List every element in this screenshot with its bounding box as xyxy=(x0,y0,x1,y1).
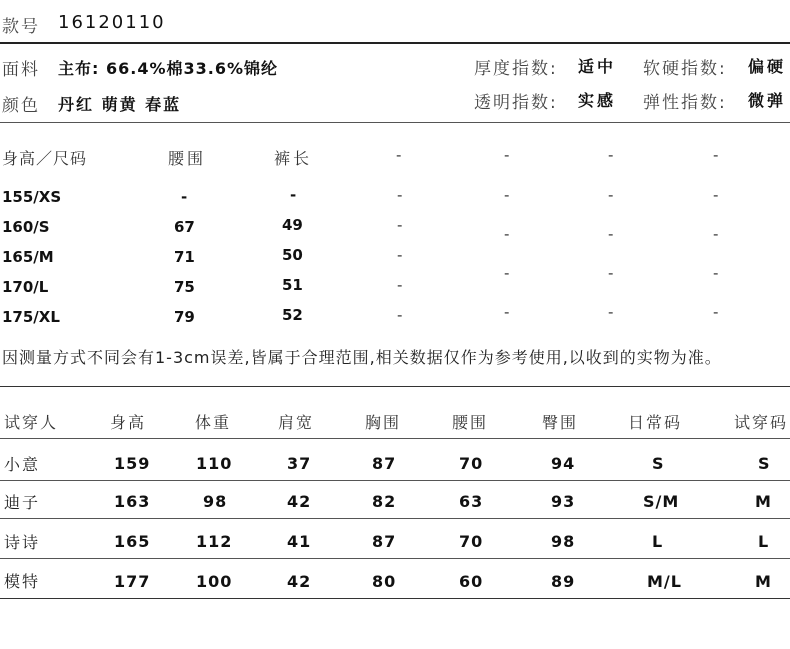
size-row-size: 170/L xyxy=(2,278,49,296)
model-header-bust: 胸围 xyxy=(365,413,402,432)
softness-label: 软硬指数: xyxy=(643,59,727,79)
model-row-height: 165 xyxy=(114,532,151,551)
model-row-waist: 60 xyxy=(459,572,484,591)
size-row-blank: - xyxy=(397,246,403,264)
model-header-daily-size: 日常码 xyxy=(628,413,683,432)
fabric-value: 主布: 66.4%棉33.6%锦纶 xyxy=(58,59,278,78)
size-header-blank: - xyxy=(608,146,614,164)
model-row-try-size: L xyxy=(758,532,770,551)
style-number-label: 款号 xyxy=(2,17,40,37)
model-row-waist: 63 xyxy=(459,492,484,511)
color-value: 丹红 萌黄 春蓝 xyxy=(58,95,182,114)
model-header-height: 身高 xyxy=(110,413,147,432)
size-header-waist: 腰围 xyxy=(168,149,207,168)
model-row-name: 小意 xyxy=(4,455,41,474)
model-row-bust: 87 xyxy=(372,454,397,473)
size-row-waist: 75 xyxy=(174,278,195,296)
model-row-daily-size: S xyxy=(652,454,665,473)
model-row-name: 诗诗 xyxy=(4,533,41,552)
size-row-size: 175/XL xyxy=(2,308,60,326)
model-row-bust: 87 xyxy=(372,532,397,551)
divider xyxy=(0,386,790,387)
size-cell-blank: - xyxy=(713,186,719,204)
model-row-hip: 93 xyxy=(551,492,576,511)
size-header-blank: - xyxy=(396,146,402,164)
model-row-name: 迪子 xyxy=(4,493,41,512)
size-cell-blank: - xyxy=(608,264,614,282)
model-header-weight: 体重 xyxy=(195,413,232,432)
size-cell-blank: - xyxy=(608,303,614,321)
size-row-length: 49 xyxy=(282,216,303,234)
model-row-try-size: S xyxy=(758,454,771,473)
model-row-bust: 80 xyxy=(372,572,397,591)
model-row-hip: 98 xyxy=(551,532,576,551)
size-row-blank: - xyxy=(397,306,403,324)
model-row-daily-size: S/M xyxy=(643,492,680,511)
model-row-weight: 110 xyxy=(196,454,233,473)
divider xyxy=(0,42,790,44)
size-row-blank: - xyxy=(397,276,403,294)
elasticity-value: 微弹 xyxy=(748,91,787,110)
measurement-note: 因测量方式不同会有1-3cm误差,皆属于合理范围,相关数据仅作为参考使用,以收到的实物为准。 xyxy=(2,348,722,367)
divider xyxy=(0,598,790,599)
size-cell-blank: - xyxy=(713,264,719,282)
transparency-value: 实感 xyxy=(578,91,617,110)
model-row-hip: 94 xyxy=(551,454,576,473)
model-row-try-size: M xyxy=(755,572,772,591)
model-row-weight: 98 xyxy=(203,492,228,511)
model-row-shoulder: 41 xyxy=(287,532,312,551)
model-header-hip: 臀围 xyxy=(542,413,579,432)
size-row-length: 52 xyxy=(282,306,303,324)
size-cell-blank: - xyxy=(504,264,510,282)
fabric-label: 面料 xyxy=(2,60,40,80)
transparency-label: 透明指数: xyxy=(474,93,558,113)
model-header-try-size: 试穿码 xyxy=(734,413,789,432)
model-row-waist: 70 xyxy=(459,454,484,473)
model-row-height: 177 xyxy=(114,572,151,591)
size-cell-blank: - xyxy=(608,186,614,204)
model-row-weight: 100 xyxy=(196,572,233,591)
size-header-size: 身高／尺码 xyxy=(2,149,88,168)
size-cell-blank: - xyxy=(504,225,510,243)
size-row-length: - xyxy=(290,186,297,204)
model-row-height: 163 xyxy=(114,492,151,511)
model-header-waist: 腰围 xyxy=(452,413,489,432)
divider xyxy=(0,480,790,481)
model-row-bust: 82 xyxy=(372,492,397,511)
model-header-shoulder: 肩宽 xyxy=(278,413,315,432)
model-row-shoulder: 42 xyxy=(287,492,312,511)
model-row-shoulder: 37 xyxy=(287,454,312,473)
model-row-height: 159 xyxy=(114,454,151,473)
color-label: 颜色 xyxy=(2,96,40,116)
style-number: 16120110 xyxy=(58,12,166,33)
size-header-length: 裤长 xyxy=(274,149,313,168)
size-row-waist: - xyxy=(181,188,188,206)
size-cell-blank: - xyxy=(504,186,510,204)
size-row-waist: 79 xyxy=(174,308,195,326)
size-row-length: 51 xyxy=(282,276,303,294)
size-row-size: 155/XS xyxy=(2,188,62,206)
size-row-size: 160/S xyxy=(2,218,50,236)
model-row-daily-size: M/L xyxy=(647,572,682,591)
thickness-value: 适中 xyxy=(578,57,617,76)
model-row-daily-size: L xyxy=(652,532,664,551)
size-row-waist: 71 xyxy=(174,248,195,266)
divider xyxy=(0,122,790,123)
divider xyxy=(0,518,790,519)
size-row-length: 50 xyxy=(282,246,303,264)
size-header-blank: - xyxy=(713,146,719,164)
size-row-waist: 67 xyxy=(174,218,195,236)
divider xyxy=(0,558,790,559)
size-cell-blank: - xyxy=(608,225,614,243)
size-row-blank: - xyxy=(397,216,403,234)
model-row-try-size: M xyxy=(755,492,772,511)
size-cell-blank: - xyxy=(713,303,719,321)
size-header-blank: - xyxy=(504,146,510,164)
size-row-blank: - xyxy=(397,186,403,204)
size-row-size: 165/M xyxy=(2,248,54,266)
thickness-label: 厚度指数: xyxy=(474,59,558,79)
model-row-weight: 112 xyxy=(196,532,233,551)
model-row-waist: 70 xyxy=(459,532,484,551)
elasticity-label: 弹性指数: xyxy=(643,93,727,113)
softness-value: 偏硬 xyxy=(748,57,787,76)
size-cell-blank: - xyxy=(713,225,719,243)
divider xyxy=(0,438,790,439)
model-row-hip: 89 xyxy=(551,572,576,591)
size-cell-blank: - xyxy=(504,303,510,321)
model-header-name: 试穿人 xyxy=(4,413,59,432)
model-row-shoulder: 42 xyxy=(287,572,312,591)
model-row-name: 模特 xyxy=(4,572,41,591)
